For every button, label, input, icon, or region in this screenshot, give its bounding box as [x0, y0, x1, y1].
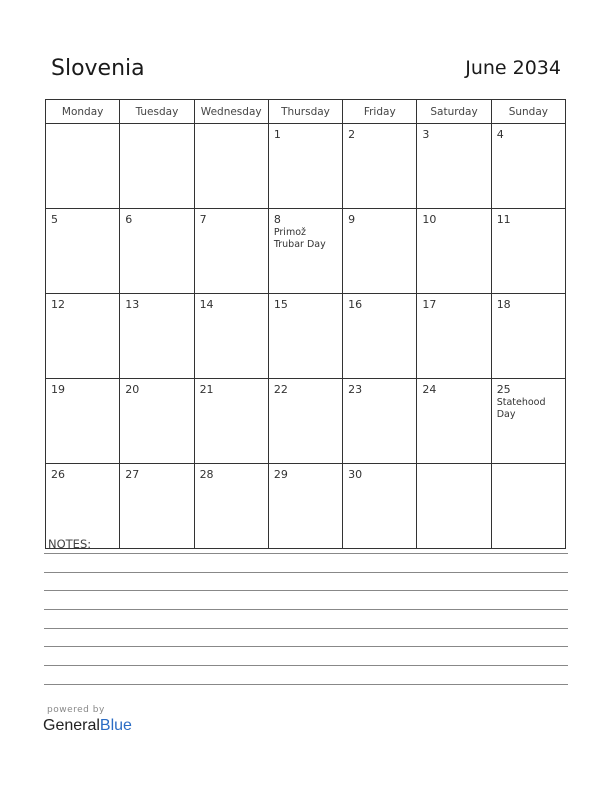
day-cell[interactable] [268, 294, 342, 379]
day-cell[interactable] [46, 209, 120, 294]
powered-by-text: powered by [47, 705, 105, 715]
day-cell[interactable] [46, 379, 120, 464]
week-row [46, 464, 566, 549]
day-number: 29 [273, 468, 288, 481]
weekday-monday: Monday [46, 100, 120, 124]
day-cell[interactable] [268, 464, 342, 549]
day-cell[interactable] [268, 379, 342, 464]
empty-day-cell[interactable] [46, 124, 120, 209]
day-cell[interactable] [417, 379, 491, 464]
holiday-label: Primož Trubar Day [273, 227, 326, 250]
notes-line[interactable] [44, 553, 568, 554]
empty-day-cell[interactable] [120, 124, 194, 209]
day-number: 6 [125, 213, 133, 226]
notes-label: NOTES: [48, 537, 92, 551]
day-number: 13 [125, 298, 140, 311]
day-number: 10 [422, 213, 437, 226]
day-number: 8 [273, 213, 281, 226]
calendar-grid [45, 99, 566, 549]
day-number: 20 [125, 383, 140, 396]
country-title: Slovenia [51, 56, 145, 81]
day-number: 5 [51, 213, 58, 226]
logo-general-text: General [43, 717, 100, 734]
weekday-saturday: Saturday [417, 100, 491, 124]
day-number: 27 [125, 468, 140, 481]
weekday-thursday: Thursday [268, 100, 342, 124]
day-number: 22 [273, 383, 288, 396]
day-number: 12 [51, 298, 65, 311]
notes-line[interactable] [44, 628, 568, 629]
week-row [46, 124, 566, 209]
day-number: 28 [199, 468, 214, 481]
day-cell[interactable] [491, 209, 565, 294]
day-cell[interactable] [268, 209, 342, 294]
day-cell[interactable] [343, 294, 417, 379]
weekday-friday: Friday [343, 100, 417, 124]
week-row [46, 294, 566, 379]
day-cell[interactable] [194, 209, 268, 294]
day-cell[interactable] [343, 379, 417, 464]
day-number: 26 [51, 468, 65, 481]
notes-line[interactable] [44, 609, 568, 610]
logo-blue-text: Blue [99, 717, 132, 734]
day-cell[interactable] [491, 124, 565, 209]
day-cell[interactable] [120, 209, 194, 294]
day-number: 15 [273, 298, 288, 311]
day-number: 16 [348, 298, 363, 311]
day-number: 4 [496, 128, 504, 141]
week-row [46, 379, 566, 464]
day-number: 30 [348, 468, 363, 481]
day-cell[interactable] [417, 294, 491, 379]
notes-line[interactable] [44, 665, 568, 666]
notes-line[interactable] [44, 684, 568, 685]
notes-line[interactable] [44, 646, 568, 647]
day-cell[interactable] [491, 379, 565, 464]
empty-day-cell[interactable] [491, 464, 565, 549]
weekday-tuesday: Tuesday [120, 100, 194, 124]
weekday-wednesday: Wednesday [194, 100, 268, 124]
day-cell[interactable] [417, 124, 491, 209]
holiday-label: Statehood Day [496, 397, 546, 420]
day-cell[interactable] [120, 379, 194, 464]
generalblue-logo[interactable] [43, 717, 132, 735]
empty-day-cell[interactable] [194, 124, 268, 209]
day-cell[interactable] [268, 124, 342, 209]
day-number: 7 [199, 213, 207, 226]
notes-line[interactable] [44, 572, 568, 573]
day-cell[interactable] [194, 464, 268, 549]
day-number: 25 [496, 383, 511, 396]
day-cell[interactable] [120, 464, 194, 549]
empty-day-cell[interactable] [417, 464, 491, 549]
month-year-title: June 2034 [465, 57, 561, 79]
day-number: 11 [496, 213, 511, 226]
day-number: 18 [496, 298, 511, 311]
day-number: 24 [422, 383, 437, 396]
week-row [46, 209, 566, 294]
day-cell[interactable] [343, 209, 417, 294]
day-number: 2 [348, 128, 356, 141]
day-cell[interactable] [120, 294, 194, 379]
day-cell[interactable] [194, 294, 268, 379]
day-cell[interactable] [343, 464, 417, 549]
day-number: 23 [348, 383, 363, 396]
day-number: 19 [51, 383, 65, 396]
day-cell[interactable] [491, 294, 565, 379]
day-cell[interactable] [46, 294, 120, 379]
weekday-sunday: Sunday [491, 100, 565, 124]
day-number: 9 [348, 213, 356, 226]
day-number: 3 [422, 128, 430, 141]
day-number: 14 [199, 298, 214, 311]
weekday-header-row [46, 100, 566, 124]
day-cell[interactable] [343, 124, 417, 209]
day-cell[interactable] [417, 209, 491, 294]
day-number: 1 [273, 128, 281, 141]
day-cell[interactable] [46, 464, 120, 549]
day-number: 17 [422, 298, 437, 311]
day-cell[interactable] [194, 379, 268, 464]
notes-line[interactable] [44, 590, 568, 591]
day-number: 21 [199, 383, 214, 396]
